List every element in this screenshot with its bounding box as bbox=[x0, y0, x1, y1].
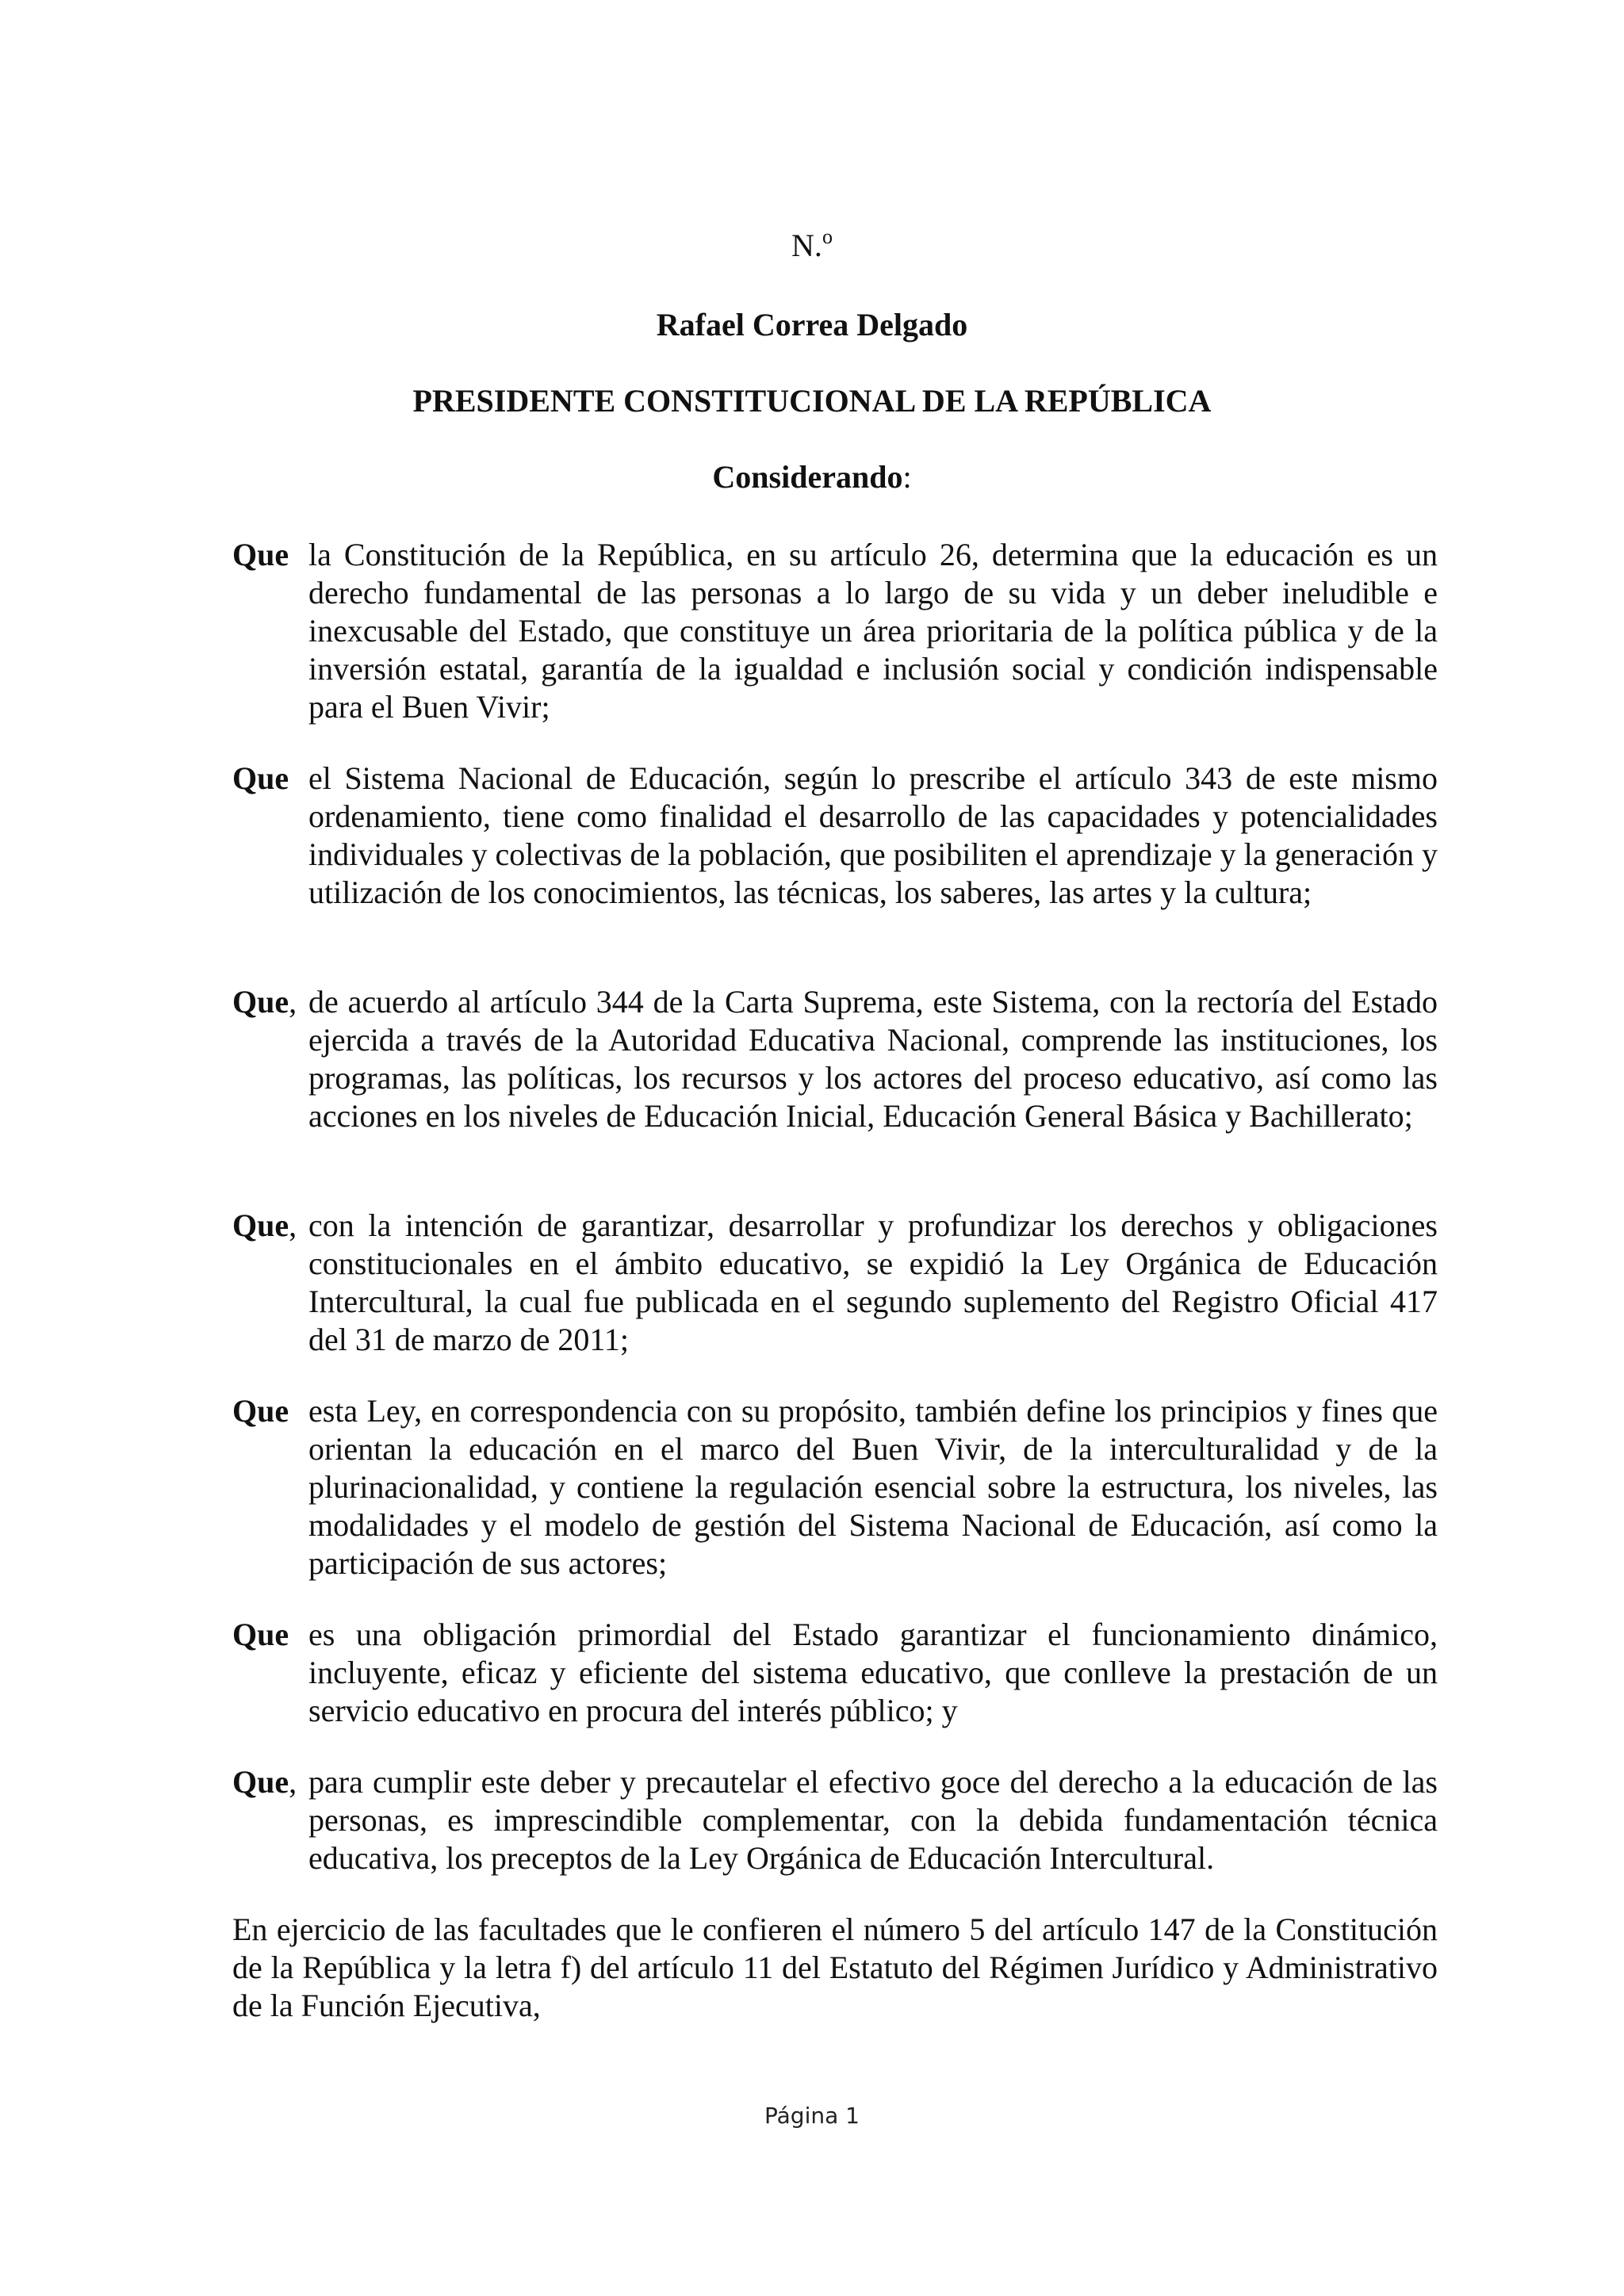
considerando-colon: : bbox=[902, 459, 912, 495]
clause-text: esta Ley, en correspondencia con su propósito, también define los principios y fines que orientan la educación en el marco del Buen Vivir, de la interculturalidad y de la plurinacionalidad, y contiene la regulación esencial sobre la estructura, los niveles, las modalidades y el modelo de gestión del Sistema Nacional de Educación, así como la participación de sus actores; bbox=[308, 1393, 1438, 1581]
clause-label-word: Que bbox=[232, 984, 289, 1020]
clause-label-comma: , bbox=[289, 984, 297, 1020]
author-name: Rafael Correa Delgado bbox=[656, 307, 968, 342]
clause-label-comma: , bbox=[289, 1764, 297, 1800]
clause-text: de acuerdo al artículo 344 de la Carta Suprema, este Sistema, con la rectoría del Estado ejercida a través de la Autoridad Educativa Nacional, comprende las instituciones, los programas, las políticas, los recursos y los actores del proceso educativo, así como las acciones en los niveles de Educación Inicial, Educación General Básica y Bachillerato; bbox=[308, 984, 1438, 1134]
considerando-heading bbox=[0, 458, 1624, 496]
clause-label bbox=[232, 1392, 289, 1430]
document-number-superscript: o bbox=[822, 225, 833, 248]
page-number: Página 1 bbox=[764, 2103, 860, 2129]
clause-label-word: Que bbox=[232, 1393, 289, 1429]
clause-label-word: Que bbox=[232, 1207, 289, 1243]
clause-label-comma: , bbox=[289, 1207, 297, 1243]
clause-text: la Constitución de la República, en su artículo 26, determina que la educación es un derecho fundamental de las personas a lo largo de su vida y un deber ineludible e inexcusable del Estado, que constituye un área prioritaria de la política pública y de la inversión estatal, garantía de la igualdad e inclusión social y condición indispensable para el Buen Vivir; bbox=[308, 537, 1438, 725]
clause-label-word: Que bbox=[232, 760, 289, 796]
clause-label bbox=[232, 983, 297, 1021]
clause-label bbox=[232, 536, 289, 574]
document-number bbox=[0, 227, 1624, 265]
considerando-word: Considerando bbox=[712, 459, 903, 495]
clause-label bbox=[232, 760, 289, 798]
clause-label bbox=[232, 1616, 289, 1654]
clause-label bbox=[232, 1207, 297, 1245]
clause-label-word: Que bbox=[232, 537, 289, 572]
closing-paragraph: En ejercicio de las facultades que le confieren el número 5 del artículo 147 de la Constitución de la República y la letra f) del artículo 11 del Estatuto del Régimen Jurídico y Administrativo de la Función Ejecutiva, bbox=[232, 1911, 1438, 2023]
clause-text: el Sistema Nacional de Educación, según lo prescribe el artículo 343 de este mismo ordenamiento, tiene como finalidad el desarrollo de las capacidades y potencialidades individuales y colectivas de la población, que posibiliten el aprendizaje y la generación y utilización de los conocimientos, las técnicas, los saberes, las artes y la cultura; bbox=[308, 760, 1438, 910]
document-number-label: N. bbox=[791, 228, 822, 263]
clause-text: con la intención de garantizar, desarrollar y profundizar los derechos y obligaciones constitucionales en el ámbito educativo, se expidió la Ley Orgánica de Educación Intercultural, la cual fue publicada en el segundo suplemento del Registro Oficial 417 del 31 de marzo de 2011; bbox=[308, 1207, 1438, 1357]
clause-label-word: Que bbox=[232, 1617, 289, 1652]
clause-text: para cumplir este deber y precautelar el efectivo goce del derecho a la educación de las personas, es imprescindible complementar, con la debida fundamentación técnica educativa, los preceptos de la Ley Orgánica de Educación Intercultural. bbox=[308, 1764, 1438, 1876]
clause-label-word: Que bbox=[232, 1764, 289, 1800]
clause-text: es una obligación primordial del Estado garantizar el funcionamiento dinámico, incluyente, eficaz y eficiente del sistema educativo, que conlleve la prestación de un servicio educativo en procura del interés público; y bbox=[308, 1617, 1438, 1728]
clause-label bbox=[232, 1763, 297, 1801]
office-title: PRESIDENTE CONSTITUCIONAL DE LA REPÚBLICA bbox=[412, 383, 1212, 419]
